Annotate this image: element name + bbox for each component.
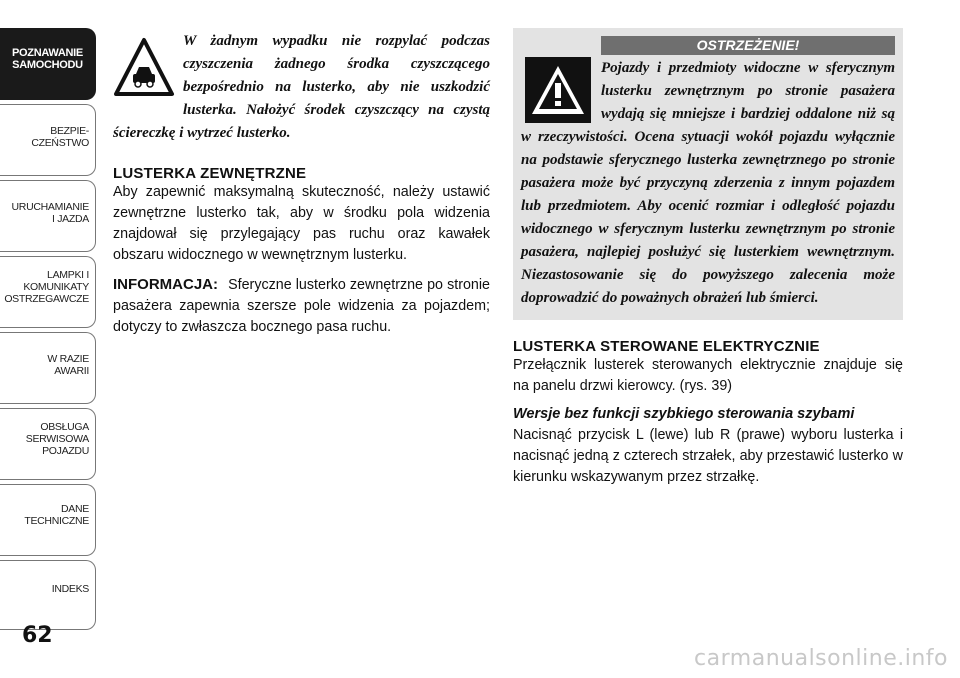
tab-indeks[interactable]	[0, 560, 96, 630]
caution-note	[113, 30, 490, 145]
power-mirrors-paragraph: Przełącznik lusterek sterowanych elektrycznie znajduje się na panelu drzwi kierowcy. (rys. 39)	[513, 357, 903, 394]
warning-title: OSTRZEŻENIE!	[601, 36, 895, 55]
tab-bezpieczenstwo[interactable]	[0, 104, 96, 176]
warning-triangle-icon	[525, 57, 591, 123]
tab-uruchamianie-i-jazda[interactable]	[0, 180, 96, 252]
tab-label: OBSŁUGA	[40, 421, 89, 433]
tab-w-razie-awarii[interactable]	[0, 332, 96, 404]
tab-label: KOMUNIKATY	[23, 281, 89, 293]
tab-label: INDEKS	[51, 583, 89, 595]
warning-box	[513, 28, 903, 320]
tab-label: POJAZDU	[42, 445, 89, 457]
left-column	[113, 30, 490, 338]
watermark: carmanualsonline.info	[694, 646, 948, 671]
versions-subheading: Wersje bez funkcji szybkiego sterowania szybami	[513, 406, 855, 422]
right-column	[513, 28, 903, 488]
section-heading-power-mirrors: LUSTERKA STEROWANE ELEKTRYCZNIE	[513, 338, 820, 355]
tab-label: BEZPIE-	[50, 125, 89, 137]
tab-obsluga-serwisowa[interactable]	[0, 408, 96, 480]
tab-label: SAMOCHODU	[12, 59, 83, 71]
info-text: Sferyczne lusterko zewnętrzne po stronie pasażera zapewnia szersze pole widzenia za pojazdem; dotyczy to zwłaszcza bocznego pasa ruchu.	[113, 277, 490, 335]
tab-poznawanie-samochodu[interactable]	[0, 28, 96, 100]
tab-label: CZEŃSTWO	[31, 137, 89, 149]
caution-text: W żadnym wypadku nie rozpylać podczas czyszczenia żadnego środka czyszczącego bezpośrednio na lusterko, aby nie uszkodzić lusterka. Nałożyć środek czyszczący na czystą ściereczkę i wytrzeć lusterko.	[113, 33, 490, 141]
tab-label: AWARII	[54, 365, 89, 377]
info-paragraph	[113, 274, 490, 338]
tab-label: TECHNICZNE	[24, 515, 89, 527]
tab-label: LAMPKI I	[47, 269, 89, 281]
section-heading-exterior-mirrors: LUSTERKA ZEWNĘTRZNE	[113, 165, 307, 182]
tab-label: URUCHAMIANIE	[11, 201, 89, 213]
tab-dane-techniczne[interactable]	[0, 484, 96, 556]
mirror-adjust-paragraph: Nacisnąć przycisk L (lewe) lub R (prawe) wyboru lusterka i nacisnąć jedną z czterech strzałek, aby przestawić lusterko w kierunku wskazywanym przez strzałkę.	[513, 427, 903, 485]
info-label: INFORMACJA:	[113, 276, 218, 293]
tab-label: OSTRZEGAWCZE	[4, 293, 89, 305]
tab-label: DANE	[61, 503, 89, 515]
tab-label: I JAZDA	[52, 213, 89, 225]
tab-label: POZNAWANIE	[12, 47, 83, 59]
tab-lampki-i-komunikaty[interactable]	[0, 256, 96, 328]
tab-label: W RAZIE	[47, 353, 89, 365]
car-caution-icon	[113, 36, 175, 98]
tab-label: SERWISOWA	[25, 433, 89, 445]
exterior-mirrors-paragraph: Aby zapewnić maksymalną skuteczność, należy ustawić zewnętrzne lusterko tak, aby w środku pola widzenia znajdował się przylegający pas ruchu oraz kawałek obszaru widocznego w wewnętrznym lusterku.	[113, 184, 490, 263]
page-number: 62	[22, 623, 53, 648]
warning-text: Pojazdy i przedmioty widoczne w sferycznym lusterku zewnętrznym po stronie pasażera wydają się mniejsze i bardziej oddalone niż są w rzeczywistości. Ocena sytuacji wokół pojazdu wyłącznie na podstawie sferycznego lusterka zewnętrznego po stronie pasażera może być przyczyną zderzenia z innym pojazdem lub przedmiotem. Aby ocenić rozmiar i odległość pojazdu widocznego w sferycznym lusterku zewnętrznym po stronie pasażera, najlepiej posłużyć się lusterkiem wewnętrznym. Niezastosowanie się do powyższego zalecenia może doprowadzić do poważnych obrażeń lub śmierci.	[521, 60, 895, 306]
